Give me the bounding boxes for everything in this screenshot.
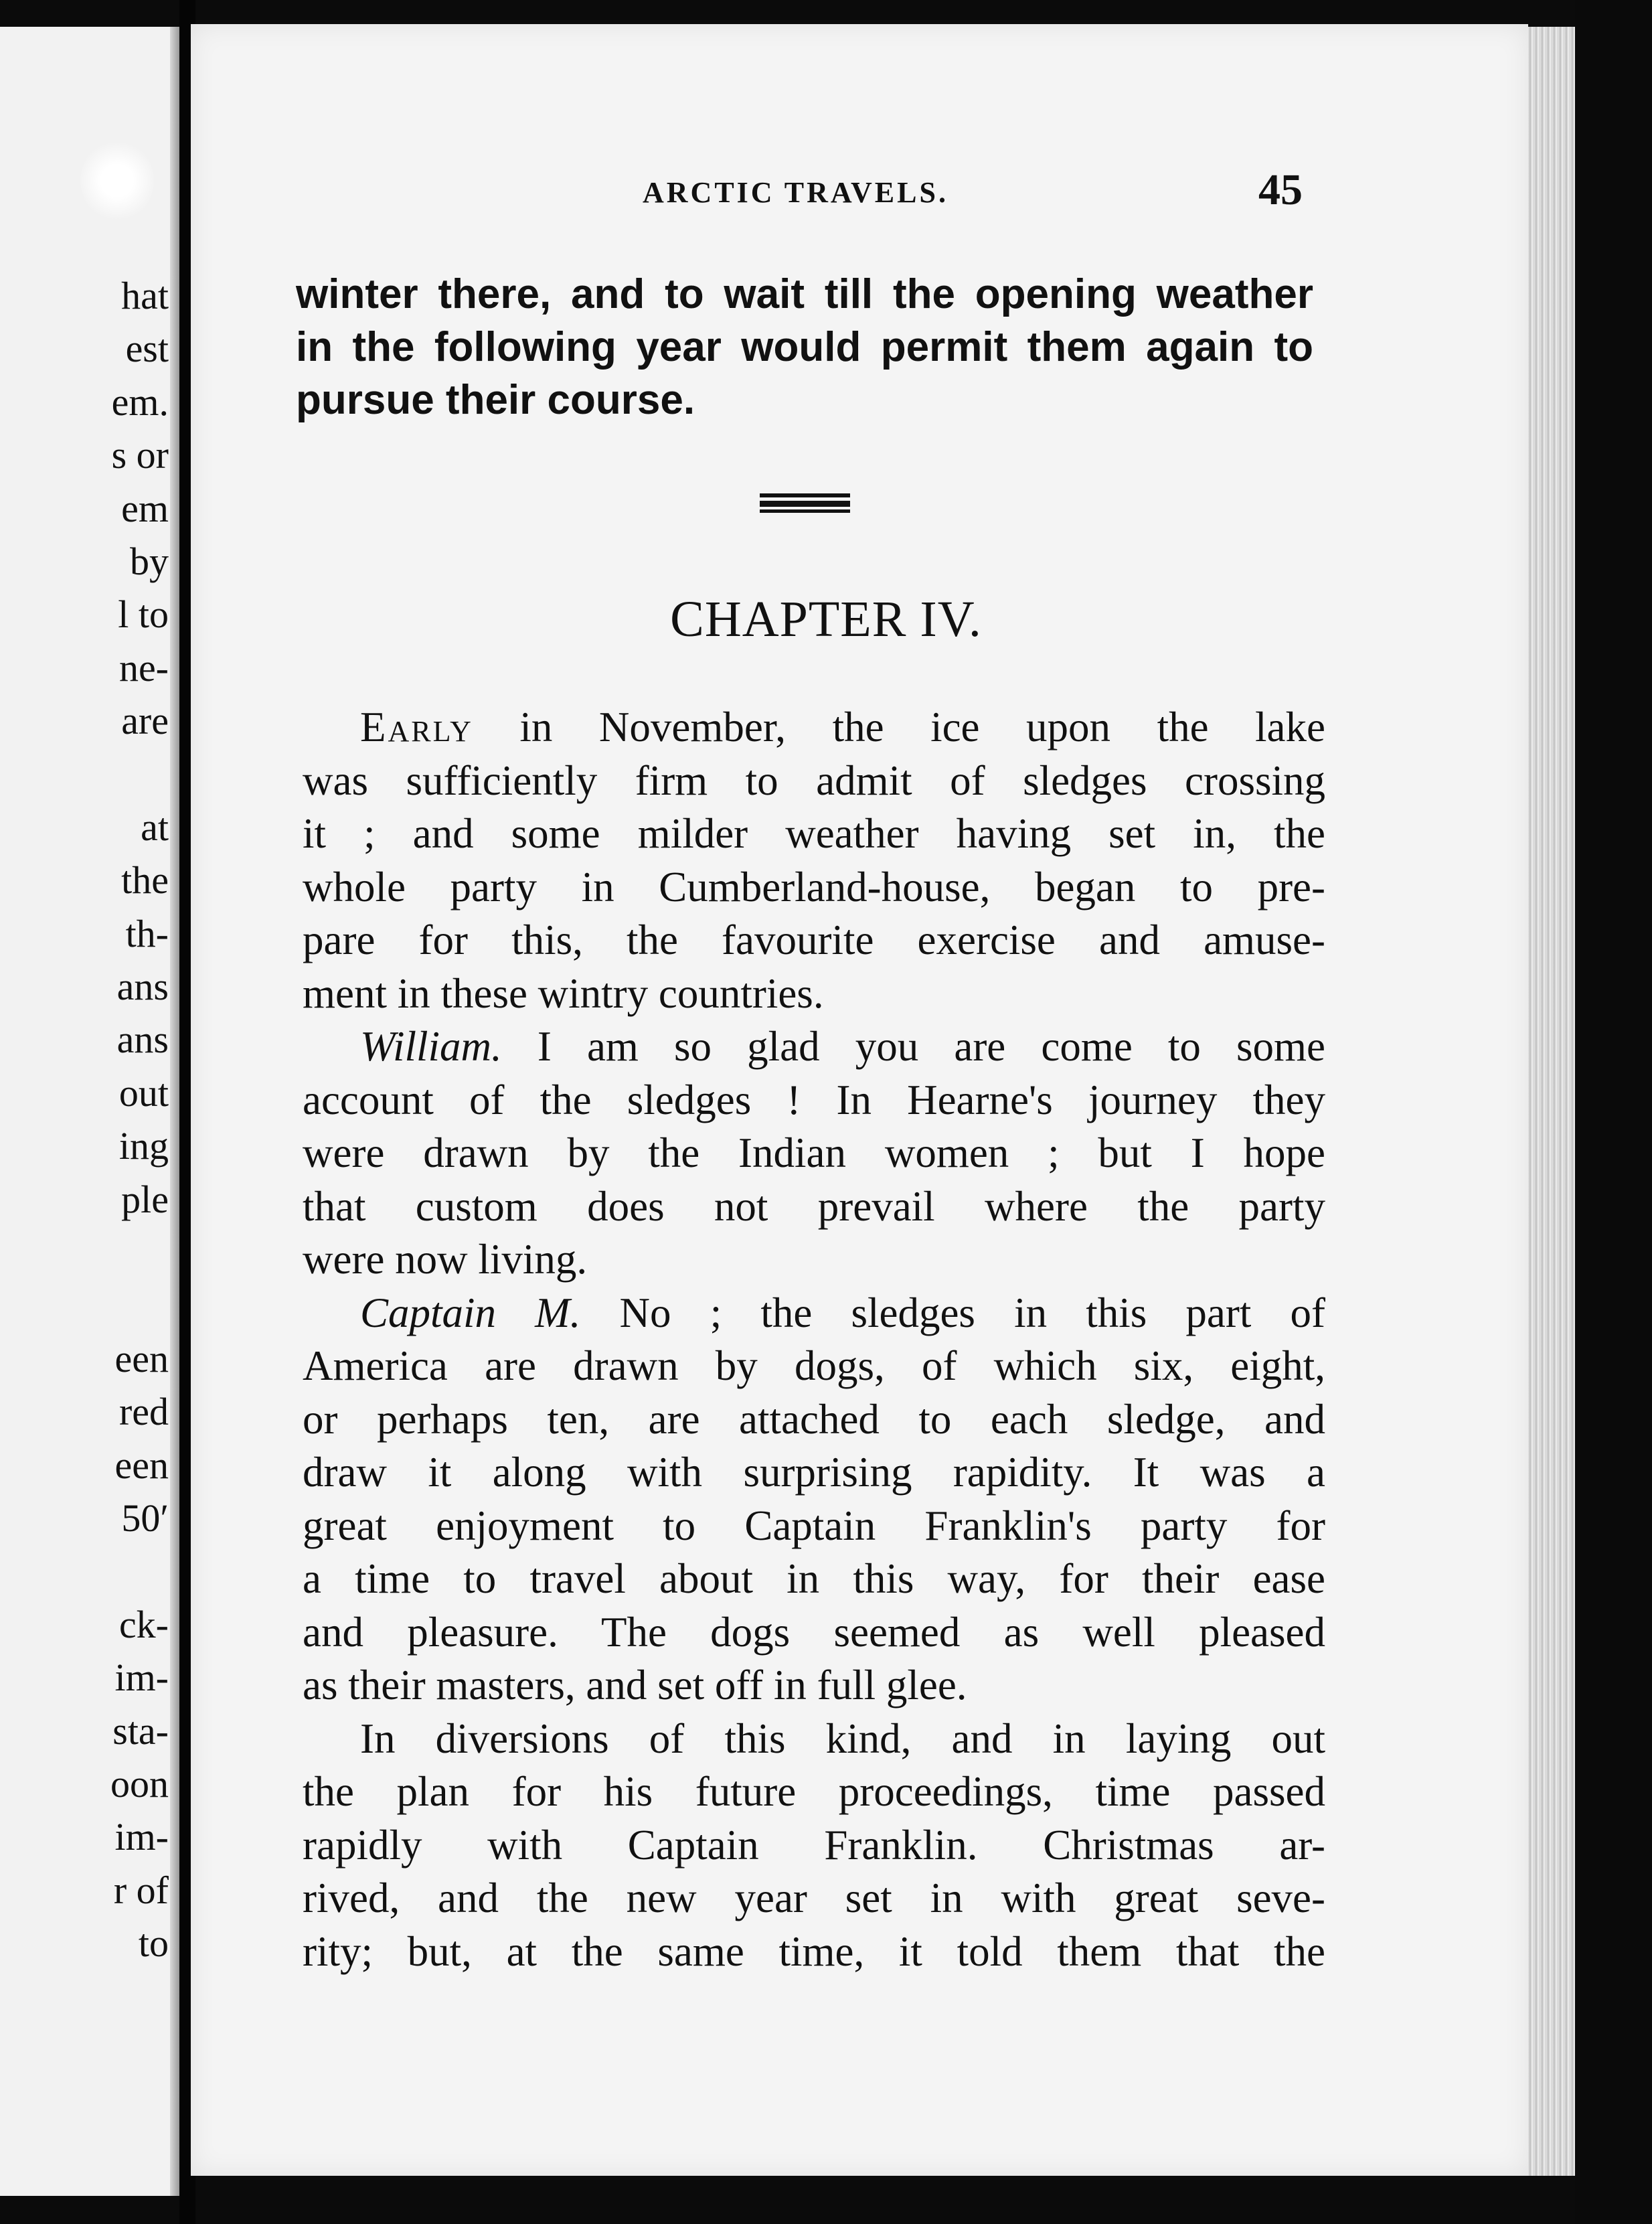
- page-edges: [1528, 27, 1575, 2176]
- text-line: In diversions of this kind, and in laying out: [360, 1715, 1325, 1762]
- left-line: im-: [114, 1815, 169, 1859]
- text-line: was sufficiently firm to admit of sledges crossing: [303, 757, 1325, 804]
- left-line: im-: [114, 1656, 169, 1700]
- ornament-rule-top: [760, 493, 850, 497]
- speaker-name: William.: [360, 1023, 502, 1070]
- left-line: by: [130, 539, 169, 583]
- chapter-title: CHAPTER IV.: [670, 591, 982, 647]
- left-line: s or: [111, 433, 169, 477]
- text-line: were now living.: [303, 1236, 588, 1283]
- page-glare: [80, 141, 154, 221]
- text-line: [303, 1287, 1325, 1340]
- left-line: out: [118, 1070, 169, 1115]
- left-line: ne-: [118, 645, 169, 690]
- ornament-rule-middle: [760, 501, 850, 507]
- continued-paragraph: [296, 268, 1313, 426]
- text-line: and pleasure. The dogs seemed as well pleased: [303, 1608, 1325, 1656]
- text-line: America are drawn by dogs, of which six, eight,: [303, 1342, 1325, 1389]
- left-line: are: [121, 699, 169, 743]
- scan-background-right: [1575, 0, 1652, 2224]
- left-line: ing: [118, 1124, 169, 1168]
- ornament-rule-bottom: [760, 509, 850, 513]
- line-text: No ; the sledges in this part of: [580, 1289, 1325, 1336]
- text-line: rived, and the new year set in with great seve-: [303, 1875, 1325, 1921]
- left-line: r of: [113, 1868, 169, 1912]
- text-line: in the following year would permit them again to: [296, 324, 1313, 370]
- left-line: een: [114, 1443, 169, 1487]
- text-line: as their masters, and set off in full glee.: [303, 1662, 967, 1709]
- drop-word: Early: [360, 704, 473, 750]
- text-line: account of the sledges ! In Hearne's journey they: [303, 1076, 1325, 1123]
- text-line: pare for this, the favourite exercise and amuse-: [303, 917, 1325, 963]
- text-line: pursue their course.: [296, 377, 695, 423]
- text-line: winter there, and to wait till the opening weather: [296, 271, 1313, 317]
- left-line: ans: [116, 1018, 169, 1062]
- left-line: the: [121, 858, 169, 902]
- text-line: rapidly with Captain Franklin. Christmas ar-: [303, 1821, 1325, 1869]
- text-line: a time to travel about in this way, for their ease: [303, 1555, 1325, 1602]
- left-line: em: [121, 486, 169, 530]
- left-line: to: [138, 1921, 169, 1966]
- left-line: ck-: [118, 1602, 169, 1646]
- text-line: [303, 1020, 1325, 1074]
- section-divider-ornament: [760, 493, 850, 513]
- text-line: or perhaps ten, are attached to each sledge, and: [303, 1395, 1325, 1443]
- line-text: I am so glad you are come to some: [501, 1023, 1325, 1070]
- line-text: in November, the ice upon the lake: [473, 704, 1325, 750]
- running-head: ARCTIC TRAVELS.: [643, 176, 948, 209]
- left-page-text: [110, 269, 169, 1970]
- text-line: ment in these wintry countries.: [303, 969, 824, 1017]
- text-line: draw it along with surprising rapidity. It was a: [303, 1449, 1325, 1496]
- text-line: whole party in Cumberland-house, began to pre-: [303, 863, 1325, 910]
- left-line: em.: [111, 380, 169, 424]
- left-line: een: [114, 1336, 169, 1380]
- left-gutter-shadow: [170, 27, 179, 2196]
- left-line: th-: [125, 911, 169, 955]
- left-line: red: [118, 1390, 169, 1434]
- left-line: 50′: [121, 1496, 169, 1540]
- text-line: were drawn by the Indian women ; but I hope: [303, 1129, 1325, 1176]
- text-line: it ; and some milder weather having set in, the: [303, 810, 1325, 857]
- chapter-body: [303, 701, 1325, 1978]
- left-line: sta-: [112, 1709, 169, 1753]
- text-line: that custom does not prevail where the party: [303, 1182, 1325, 1230]
- left-line: at: [141, 805, 169, 849]
- left-line: ans: [116, 965, 169, 1009]
- left-line: l to: [118, 592, 169, 637]
- text-line: rity; but, at the same time, it told them that the: [303, 1927, 1325, 1975]
- text-line: the plan for his future proceedings, time passed: [303, 1768, 1325, 1815]
- left-line: hat: [121, 274, 169, 317]
- text-line: great enjoyment to Captain Franklin's party for: [303, 1502, 1325, 1549]
- speaker-name: Captain M.: [360, 1289, 581, 1336]
- left-facing-page: [0, 27, 179, 2196]
- page-number: 45: [1258, 165, 1303, 214]
- text-line: [303, 701, 1325, 754]
- left-line: ple: [121, 1177, 169, 1221]
- left-line: oon: [110, 1761, 169, 1806]
- left-line: est: [125, 327, 169, 371]
